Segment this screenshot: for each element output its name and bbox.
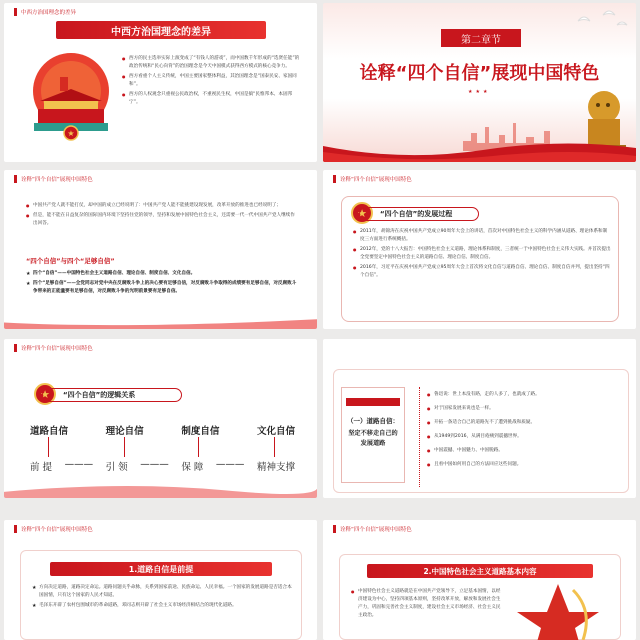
connector: ——— [64, 459, 94, 470]
timeline-list [353, 228, 611, 282]
slide-1[interactable] [4, 3, 317, 162]
role-lead: 引 领 [105, 462, 128, 473]
star-badge-icon: ★ [34, 383, 56, 405]
svg-text:★: ★ [67, 129, 75, 138]
paragraph: ● 中国特色社会主义道路就是在中国共产党领导下，立足基本国情，以经济建设为中心，坚持四项基本原则，坚持改革开放，解放和发展社会生产力，巩固和完善社会主义制度，建设社会主义市场经济、社会主义民主政治。 [351, 588, 501, 620]
paragraph-1: ● 中国共产党人就不能打仗，却中国的成立已经说明了：中国共产党人能不能挑建设现发展，改革开放的推进也已经说明了； [26, 202, 296, 210]
red-ribbon-decoration [4, 315, 317, 329]
bullet-3: ● 西方的人权观念只重视公民政治权，不重视民生权，中国是搞“民惟邦本、本固邦宁”。 [122, 91, 302, 107]
topic-box [341, 387, 405, 483]
bullet-2: ● 西方看重个人主义传统，中国主要国家整体利益，其治国理念是“国泰民安、家国同和”。 [122, 73, 302, 89]
road-confidence: 道路自信 [30, 426, 69, 437]
timeline-item-1: ● 2011年，胡锦涛在庆祝中国共产党成立90周年大会上的讲话，首次对中国特色社会主义的科学内涵从道路、理论体系和制度三方面进行系统概括。 [353, 228, 611, 244]
role-guarantee: 保 障 [181, 462, 204, 473]
slide-8[interactable] [323, 520, 636, 640]
star-divider: ★★★ [468, 89, 491, 95]
slide-5[interactable] [4, 339, 317, 498]
slide-3[interactable] [4, 170, 317, 329]
logic-flow [30, 423, 295, 473]
red-star-illustration [513, 582, 603, 640]
quote-list [427, 391, 627, 470]
slide-header: 诠释“四个自信”展现中国特色 [4, 520, 317, 538]
topic-subtitle: 坚定不移走自己的发展道路 [348, 430, 398, 447]
point-2: ★ 毛泽东开辟了农村包围城市的革命道路，邓同志则开辟了社会主义市场经济相结合的现代化道路。 [32, 602, 296, 610]
item-6: ● 且看中国如何用自己的方法回应这些问题。 [427, 461, 627, 468]
chapter-label: 第二章节 [441, 29, 521, 47]
bullet-1: ● 西方的民主选举实际上演变成了“有钱人的游戏”，而中国数千年形成的“选贤任能”的政治传统和“民心向背”的治国理念是今天中国模式获得西方模式的核心竞争力。 [122, 55, 302, 71]
culture-confidence: 文化自信 [256, 426, 295, 437]
slide-2-chapter-cover[interactable] [323, 3, 636, 162]
section-title: “四个自信”的逻辑关系 [42, 388, 182, 402]
topic-title: （一）道路自信： [347, 417, 399, 425]
slide-6[interactable] [323, 339, 636, 498]
point-1: ★ 四个“自信”——中国特色社会主义道路自信、理论自信、制度自信、文化自信。 [26, 270, 298, 278]
intro-paragraphs [26, 202, 296, 230]
connector: ——— [140, 459, 169, 470]
slide-header: 中西方治国理念的差异 [4, 3, 317, 21]
item-3: ● 开拓一条适合自己的道路先不了遭到挑战和质疑。 [427, 419, 627, 426]
system-confidence: 制度自信 [181, 426, 220, 437]
red-ribbon-decoration [323, 136, 636, 162]
slide-header: 诠释“四个自信”展现中国特色 [4, 339, 317, 357]
item-1: ● 鲁迅说：世上本没有路，走的人多了，也就成了路。 [427, 391, 627, 398]
section-title: “四个自信”的发展过程 [359, 207, 479, 221]
section-title: 中西方治国理念的差异 [56, 21, 266, 39]
slide-header: 诠释“四个自信”展现中国特色 [323, 170, 636, 188]
theory-confidence: 理论自信 [105, 426, 144, 437]
dotted-divider [419, 387, 421, 487]
connector: ——— [215, 459, 245, 470]
bullet-list [122, 55, 302, 109]
red-ribbon-decoration [4, 478, 317, 498]
confidence-row [30, 423, 295, 437]
section-title: 1.道路自信是前提 [50, 562, 272, 576]
timeline-item-2: ● 2012年，党的十八大报告：中国特色社会主义道路，理论体系和制度，三者统一于中国特色社会主义伟大实践。并首次提出全党要坚定中国特色社会主义的道路自信、理论自信、制度自信。 [353, 246, 611, 262]
role-premise: 前 提 [30, 462, 53, 473]
subtitle: “四个自信”与四个“足够自信” [26, 257, 115, 265]
cover-title: 诠释“四个自信”展现中国特色 [359, 63, 600, 84]
role-row [30, 459, 295, 473]
role-spirit: 精神支撑 [256, 462, 295, 473]
slide-7[interactable] [4, 520, 317, 640]
section-title: 2.中国特色社会主义道路基本内容 [367, 564, 593, 578]
slide-header: 诠释“四个自信”展现中国特色 [323, 520, 636, 538]
item-2: ● 对于国家发展来说也是一样。 [427, 405, 627, 412]
points-list [26, 270, 298, 298]
paragraph-2: ● 但是，能不能在日益复杂的国际国内环境下坚持住党的领导，坚持和发展中国特色社会主义，还需要一代一代中国共产党人继续作出回答。 [26, 212, 296, 228]
point-2: ★ 四个“足够自信”——全党同志对党中央在反腐败斗争上的决心要有足够自信，对反腐败斗争取得的成绩要有足够自信，对反腐败斗争带来的正能量要有足够自信，对反腐败斗争的光明前景要有足够自信。 [26, 280, 298, 296]
item-5: ● 中国震撼、中国魅力、中国脱路。 [427, 447, 627, 454]
slide-header: 诠释“四个自信”展现中国特色 [4, 170, 317, 188]
slide-4[interactable] [323, 170, 636, 329]
content-text [351, 588, 501, 622]
star-badge-icon: ★ [351, 202, 373, 224]
item-4: ● 从1949到2016，从满目疮痍到震撼世界。 [427, 433, 627, 440]
tiananmen-illustration [30, 49, 112, 141]
timeline-item-3: ● 2016年，习近平在庆祝中国共产党成立95周年大会上首次将文化自信与道路自信、理论自信、制度自信并列，提出坚持“四个自信”。 [353, 264, 611, 280]
point-1: ★ 方向决定道路，道路决定命运。道路问题关乎命脉，关系到国家前途、民族命运、人民幸福。一个国家的发展道路是否适合本国国情，只有这个国家的人民才知道。 [32, 584, 296, 600]
doves-decoration [573, 7, 633, 31]
points-list [32, 584, 296, 612]
